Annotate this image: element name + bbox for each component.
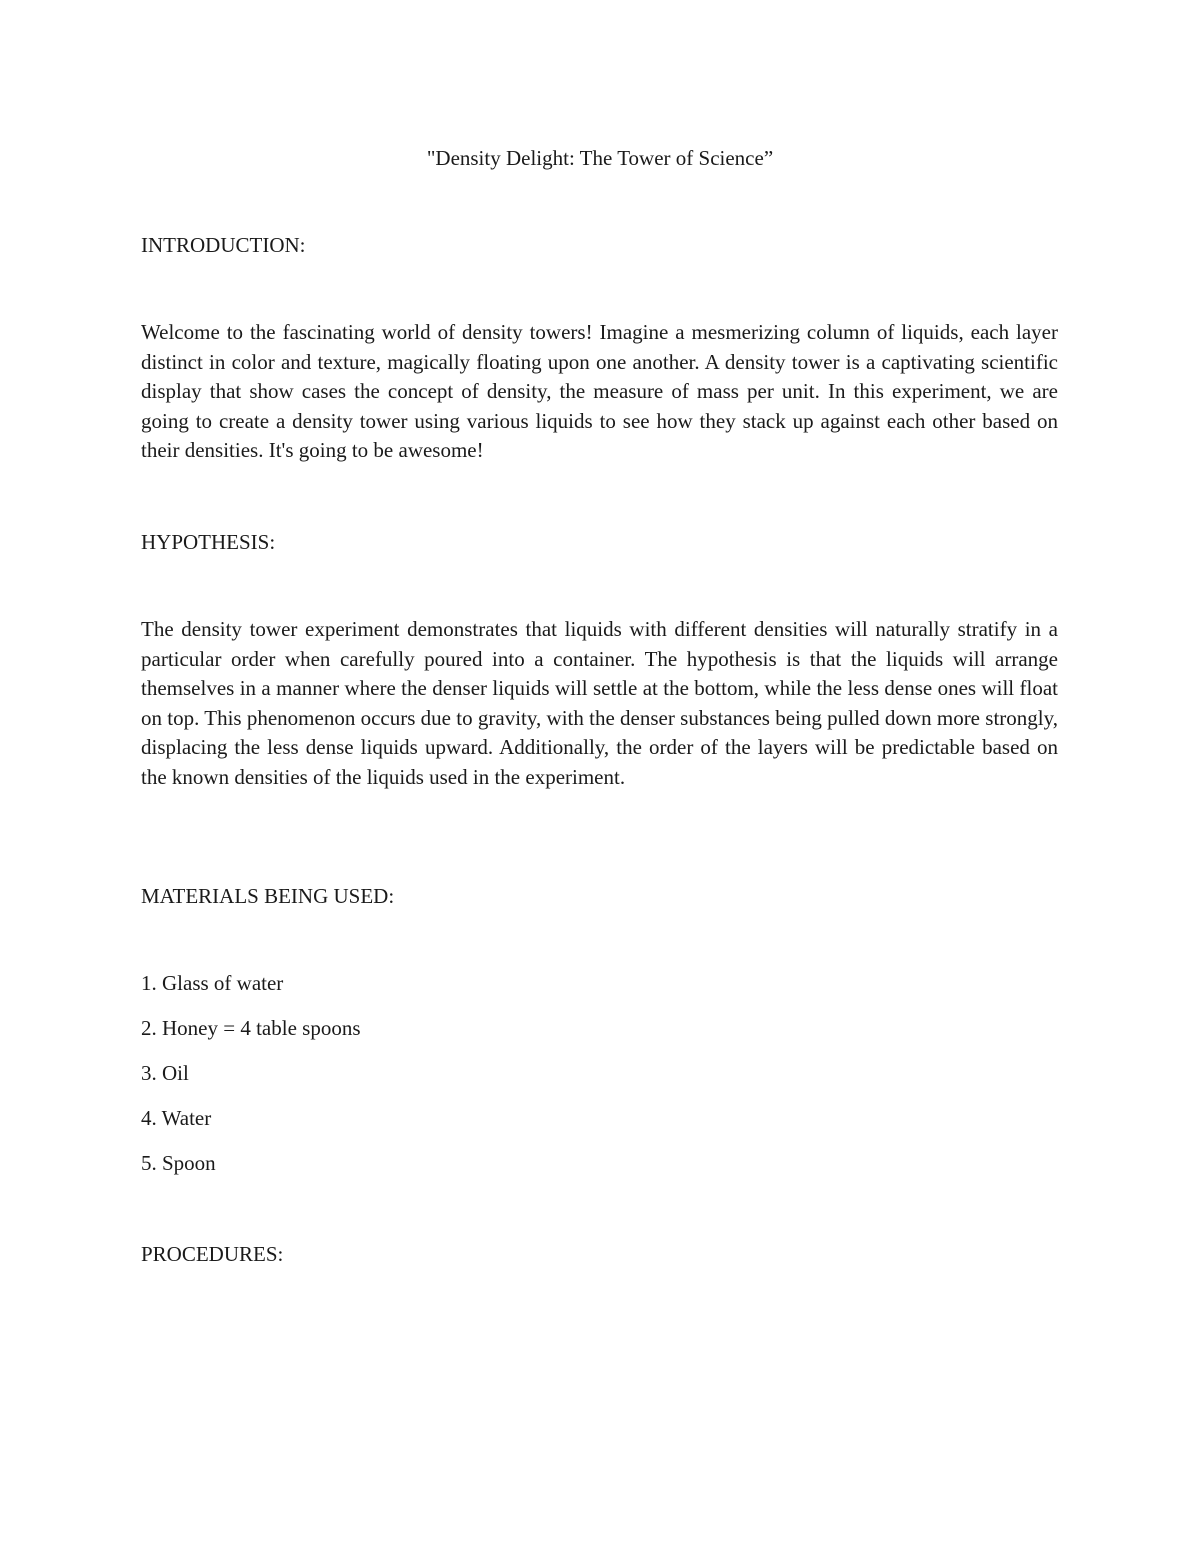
list-item: 3. Oil [141, 1061, 189, 1085]
list-item: 1. Glass of water [141, 971, 284, 995]
materials-list [141, 968, 361, 1193]
list-item: 5. Spoon [141, 1151, 216, 1175]
introduction-heading: INTRODUCTION: [141, 233, 306, 257]
materials-heading: MATERIALS BEING USED: [141, 884, 395, 908]
procedures-heading: PROCEDURES: [141, 1242, 284, 1266]
hypothesis-paragraph: The density tower experiment demonstrates that liquids with different densities will naturally stratify in a particular order when carefully poured into a container. The hypothesis is that the liquids will arrange themselves in a manner where the denser liquids will settle at the bottom, while the less dense ones will float on top. This phenomenon occurs due to gravity, with the denser substances being pulled down more strongly, displacing the less dense liquids upward. Additionally, the order of the layers will be predictable based on the known densities of the liquids used in the experiment. [141, 617, 1058, 789]
list-item: 4. Water [141, 1106, 212, 1130]
document-title: "Density Delight: The Tower of Science” [426, 146, 774, 170]
list-item: 2. Honey = 4 table spoons [141, 1016, 361, 1040]
introduction-paragraph: Welcome to the fascinating world of density towers! Imagine a mesmerizing column of liquids, each layer distinct in color and texture, magically floating upon one another. A density tower is a captivating scientific display that show cases the concept of density, the measure of mass per unit. In this experiment, we are going to create a density tower using various liquids to see how they stack up against each other based on their densities. It's going to be awesome! [141, 320, 1058, 462]
hypothesis-heading: HYPOTHESIS: [141, 530, 276, 554]
